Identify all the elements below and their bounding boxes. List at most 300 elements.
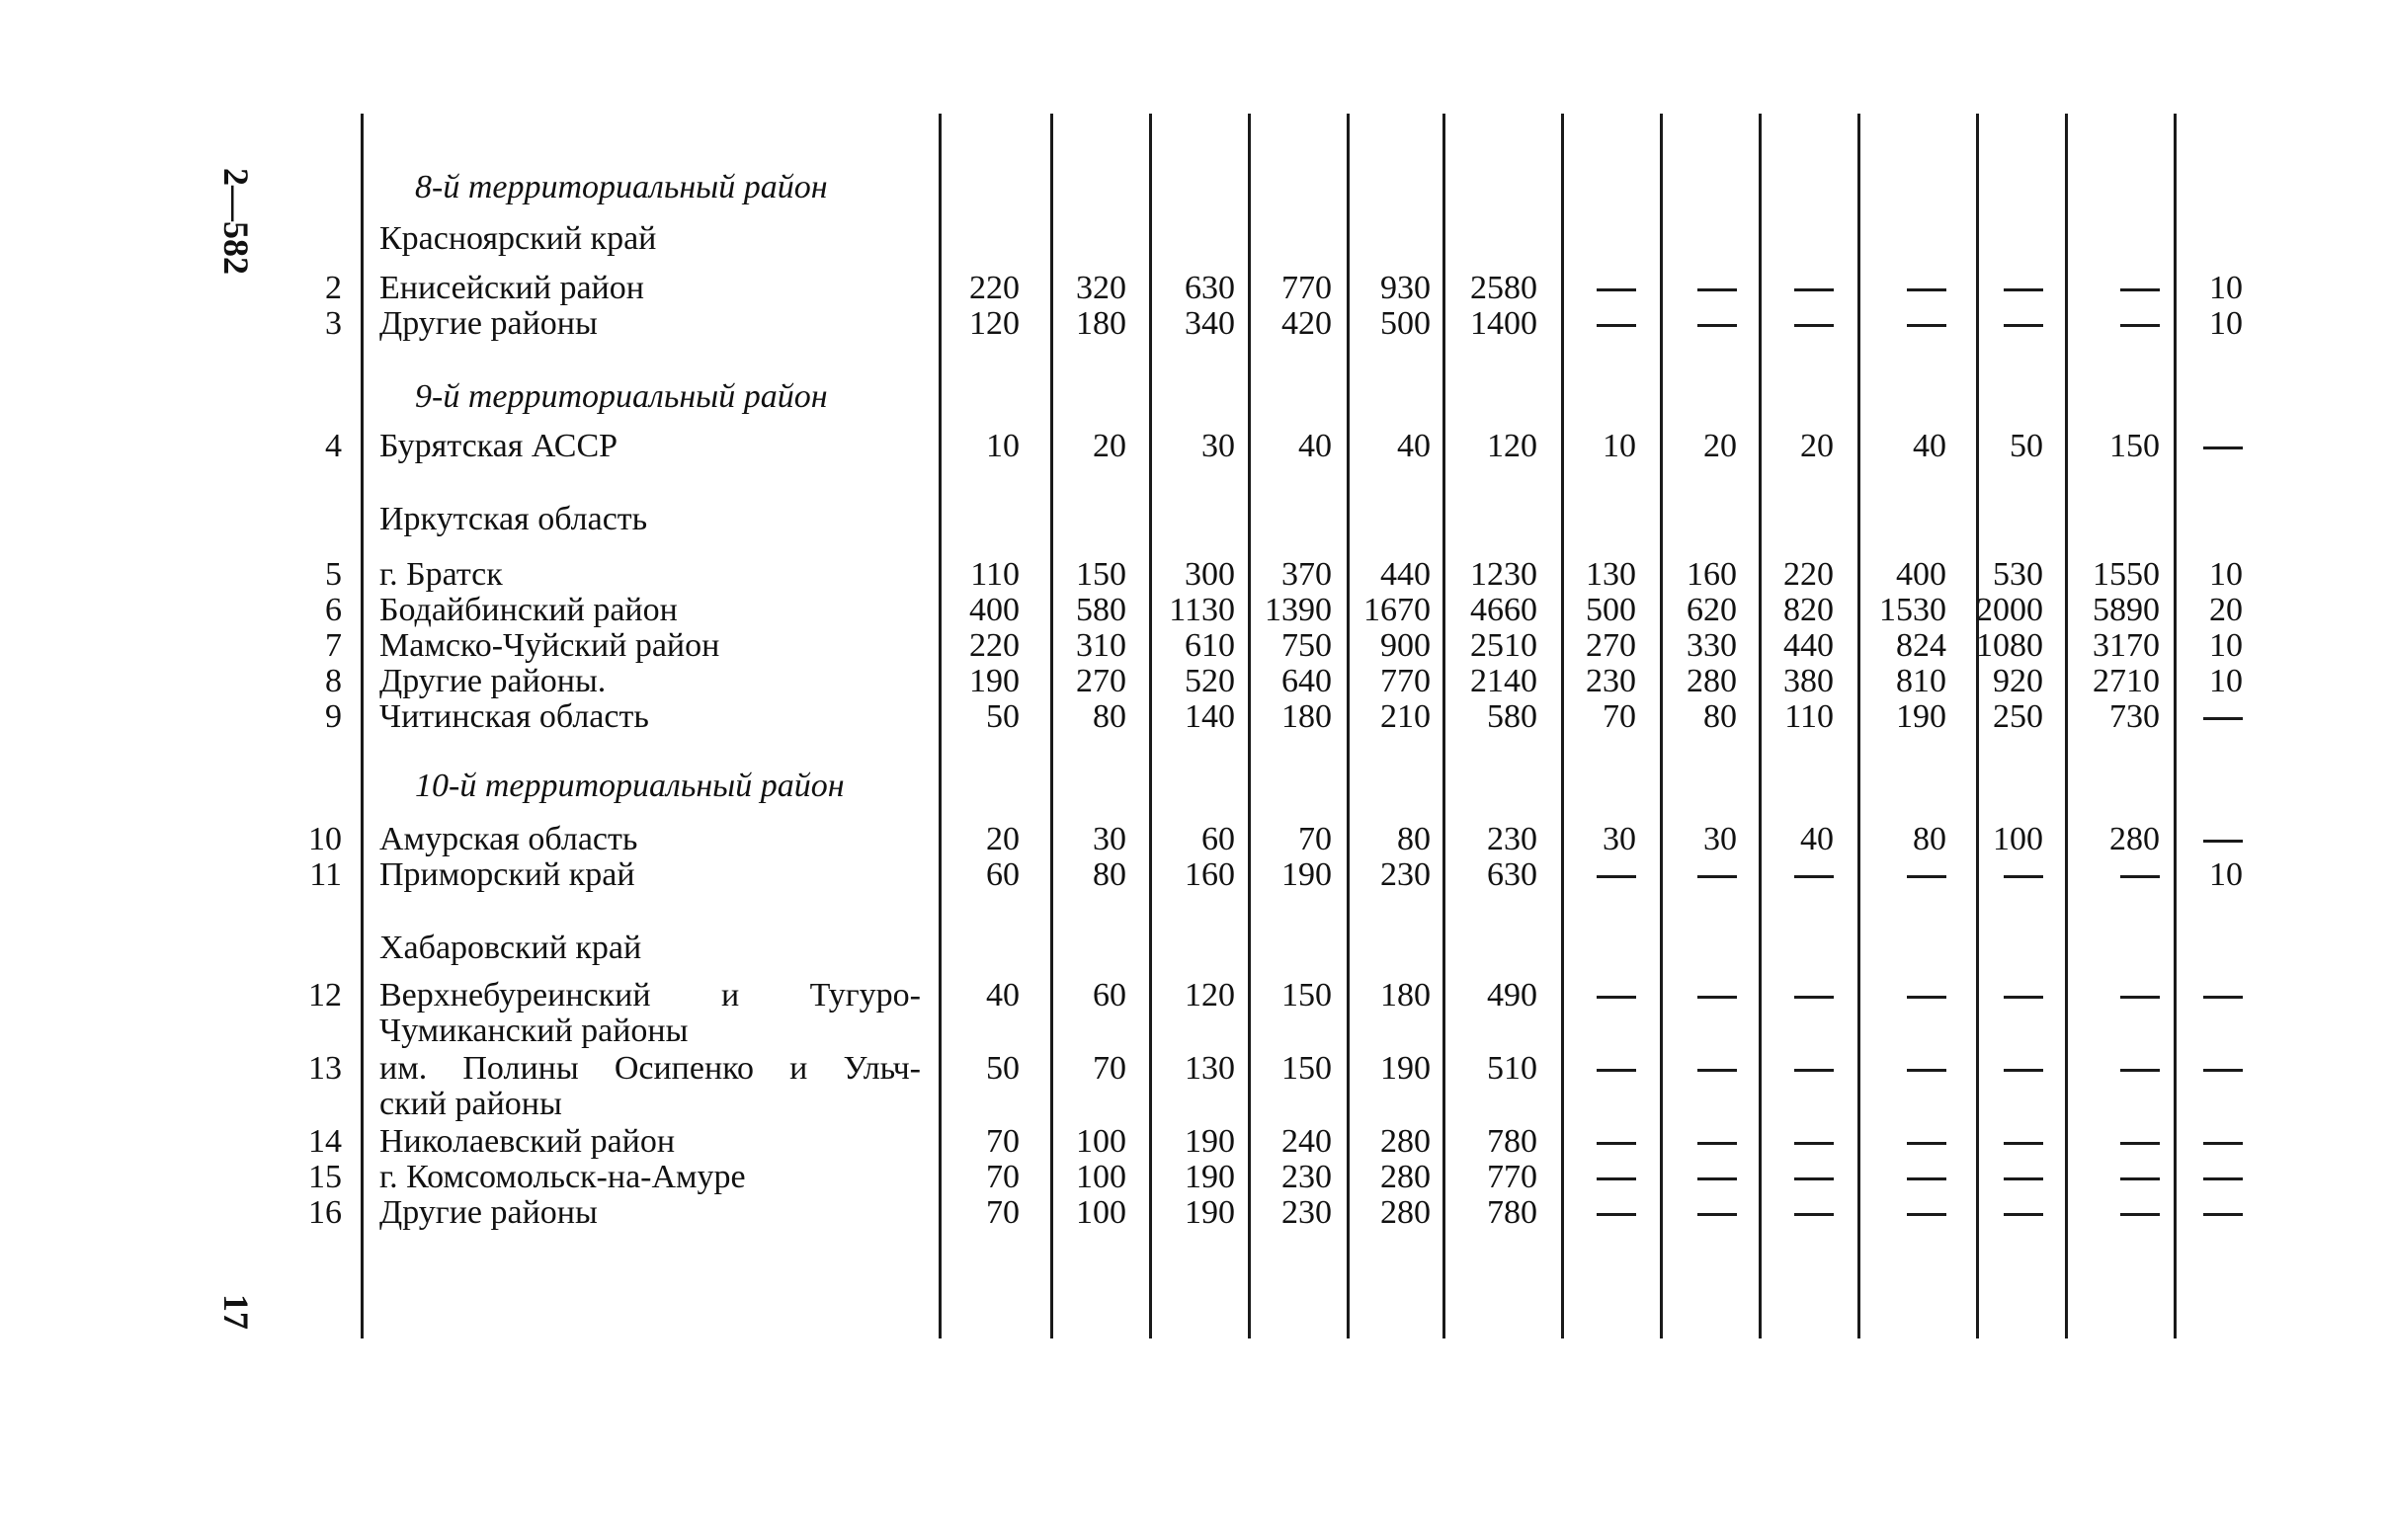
dash-cell (2004, 855, 2043, 895)
dash-cell (1697, 976, 1737, 1015)
dash-mark (2203, 1213, 2243, 1216)
dash-cell (1697, 304, 1737, 344)
dash-mark (1907, 1213, 1946, 1216)
value-cell: 230 (1380, 856, 1431, 893)
value-cell: 1230 (1470, 556, 1537, 593)
value-cell: 620 (1687, 592, 1737, 628)
row-name: им. Полины Осипенко и Ульч- (379, 1050, 921, 1087)
dash-cell (1907, 976, 1946, 1015)
row-name: Другие районы. (379, 663, 607, 699)
value-cell: 500 (1380, 305, 1431, 342)
dash-mark (2120, 1142, 2160, 1145)
region-subheading (0, 500, 2389, 539)
value-cell: 80 (1093, 698, 1126, 735)
value-cell: 5890 (2093, 592, 2160, 628)
territorial-district-heading: 10-й территориальный район (415, 768, 845, 804)
value-cell: 2000 (1976, 592, 2043, 628)
dash-mark (1597, 324, 1636, 327)
value-cell: 30 (1603, 821, 1636, 857)
region-subheading (0, 219, 2389, 259)
value-cell: 20 (1800, 428, 1834, 464)
value-cell: 770 (1380, 663, 1431, 699)
value-cell: 580 (1076, 592, 1126, 628)
value-cell: 510 (1487, 1050, 1537, 1087)
dash-mark (2203, 1142, 2243, 1145)
territorial-district-heading: 8-й территориальный район (415, 169, 828, 205)
value-cell: 10 (986, 428, 1020, 464)
value-cell: 120 (969, 305, 1020, 342)
value-cell: 100 (1993, 821, 2043, 857)
row-name: Другие районы (379, 305, 598, 342)
dash-cell (1907, 1049, 1946, 1089)
row-number: 2 (325, 270, 342, 306)
row-number: 3 (325, 305, 342, 342)
territorial-district-heading: 9-й территориальный район (415, 378, 828, 415)
value-cell: 100 (1076, 1194, 1126, 1231)
value-cell: 180 (1380, 977, 1431, 1013)
dash-mark (1597, 1142, 1636, 1145)
dash-mark (1907, 288, 1946, 291)
dash-mark (2004, 1069, 2043, 1072)
value-cell: 230 (1281, 1194, 1332, 1231)
value-cell: 220 (969, 627, 1020, 664)
value-cell: 120 (1185, 977, 1235, 1013)
dash-cell (2120, 1158, 2160, 1197)
dash-cell (1597, 1049, 1636, 1089)
row-name: Верхнебуреинский и Тугуро- (379, 977, 921, 1013)
dash-cell (1794, 855, 1834, 895)
table-row (0, 1049, 2389, 1122)
value-cell: 280 (1380, 1159, 1431, 1195)
dash-cell (2004, 976, 2043, 1015)
value-cell: 280 (1380, 1194, 1431, 1231)
value-cell: 190 (1380, 1050, 1431, 1087)
dash-cell (1907, 304, 1946, 344)
dash-cell (2120, 1193, 2160, 1233)
dash-mark (1697, 324, 1737, 327)
dash-mark (2203, 446, 2243, 449)
value-cell: 440 (1380, 556, 1431, 593)
value-cell: 130 (1185, 1050, 1235, 1087)
value-cell: 20 (1703, 428, 1737, 464)
dash-cell (2004, 269, 2043, 308)
dash-cell (2004, 1158, 2043, 1197)
value-cell: 80 (1093, 856, 1126, 893)
dash-mark (1697, 1142, 1737, 1145)
dash-mark (2120, 1213, 2160, 1216)
value-cell: 370 (1281, 556, 1332, 593)
page-number: 17 (216, 1294, 256, 1330)
dash-mark (1794, 324, 1834, 327)
dash-cell (2120, 1049, 2160, 1089)
value-cell: 30 (1201, 428, 1235, 464)
table-row (0, 976, 2389, 1049)
value-cell: 400 (1896, 556, 1946, 593)
dash-cell (2203, 697, 2243, 737)
dash-cell (2203, 1193, 2243, 1233)
value-cell: 330 (1687, 627, 1737, 664)
value-cell: 380 (1783, 663, 1834, 699)
value-cell: 20 (1093, 428, 1126, 464)
row-name: Бодайбинский район (379, 592, 678, 628)
value-cell: 2580 (1470, 270, 1537, 306)
value-cell: 230 (1586, 663, 1636, 699)
value-cell: 150 (2109, 428, 2160, 464)
table-row (0, 662, 2389, 701)
dash-mark (2004, 1177, 2043, 1180)
row-name: Николаевский район (379, 1123, 676, 1160)
dash-cell (1794, 269, 1834, 308)
value-cell: 930 (1380, 270, 1431, 306)
value-cell: 110 (1784, 698, 1834, 735)
dash-mark (1697, 996, 1737, 999)
value-cell: 1670 (1363, 592, 1431, 628)
value-cell: 824 (1896, 627, 1946, 664)
value-cell: 40 (1913, 428, 1946, 464)
value-cell: 140 (1185, 698, 1235, 735)
dash-mark (2120, 1069, 2160, 1072)
dash-cell (2004, 1193, 2043, 1233)
row-name: Читинская область (379, 698, 649, 735)
row-number: 14 (308, 1123, 342, 1160)
value-cell: 280 (1380, 1123, 1431, 1160)
value-cell: 1130 (1169, 592, 1235, 628)
value-cell: 190 (969, 663, 1020, 699)
value-cell: 10 (2209, 270, 2243, 306)
value-cell: 250 (1993, 698, 2043, 735)
dash-mark (2203, 840, 2243, 843)
dash-cell (2203, 1158, 2243, 1197)
dash-cell (2120, 1122, 2160, 1162)
row-name: Другие районы (379, 1194, 598, 1231)
row-name: г. Комсомольск-на-Амуре (379, 1159, 746, 1195)
value-cell: 1550 (2093, 556, 2160, 593)
value-cell: 420 (1281, 305, 1332, 342)
value-cell: 900 (1380, 627, 1431, 664)
table-row (0, 697, 2389, 737)
dash-cell (2203, 1122, 2243, 1162)
dash-mark (2120, 1177, 2160, 1180)
value-cell: 20 (986, 821, 1020, 857)
value-cell: 730 (2109, 698, 2160, 735)
value-cell: 160 (1687, 556, 1737, 593)
dash-cell (2203, 427, 2243, 466)
region-subheading (0, 929, 2389, 968)
value-cell: 60 (1093, 977, 1126, 1013)
dash-mark (1697, 1177, 1737, 1180)
value-cell: 1400 (1470, 305, 1537, 342)
dash-cell (1597, 1193, 1636, 1233)
value-cell: 1390 (1265, 592, 1332, 628)
table-row (0, 427, 2389, 466)
value-cell: 440 (1783, 627, 1834, 664)
value-cell: 70 (986, 1159, 1020, 1195)
value-cell: 50 (986, 698, 1020, 735)
dash-mark (1697, 1069, 1737, 1072)
dash-mark (1907, 996, 1946, 999)
value-cell: 150 (1281, 977, 1332, 1013)
dash-cell (1697, 269, 1737, 308)
value-cell: 920 (1993, 663, 2043, 699)
row-number: 10 (308, 821, 342, 857)
value-cell: 270 (1586, 627, 1636, 664)
value-cell: 30 (1093, 821, 1126, 857)
dash-cell (1907, 855, 1946, 895)
dash-cell (1794, 304, 1834, 344)
dash-cell (1907, 269, 1946, 308)
dash-mark (1794, 1177, 1834, 1180)
page-code: 2—582 (216, 168, 256, 275)
value-cell: 400 (969, 592, 1020, 628)
table-row (0, 304, 2389, 344)
value-cell: 120 (1487, 428, 1537, 464)
row-name: Бурятская АССР (379, 428, 618, 464)
row-name: Амурская область (379, 821, 638, 857)
value-cell: 770 (1281, 270, 1332, 306)
dash-mark (2203, 1177, 2243, 1180)
dash-mark (2004, 996, 2043, 999)
value-cell: 340 (1185, 305, 1235, 342)
dash-cell (2004, 1122, 2043, 1162)
row-name-continuation: ский районы (379, 1086, 562, 1122)
dash-mark (1597, 996, 1636, 999)
table-row (0, 1122, 2389, 1162)
region-name: Иркутская область (379, 501, 648, 537)
dash-mark (1697, 1213, 1737, 1216)
dash-cell (1907, 1158, 1946, 1197)
row-name: г. Братск (379, 556, 503, 593)
dash-cell (1597, 855, 1636, 895)
dash-cell (2203, 976, 2243, 1015)
row-name: Енисейский район (379, 270, 644, 306)
row-number: 16 (308, 1194, 342, 1231)
dash-mark (2203, 996, 2243, 999)
value-cell: 280 (1687, 663, 1737, 699)
dash-cell (1597, 1122, 1636, 1162)
table-row (0, 820, 2389, 859)
dash-cell (1794, 1158, 1834, 1197)
value-cell: 70 (986, 1123, 1020, 1160)
value-cell: 10 (2209, 856, 2243, 893)
value-cell: 100 (1076, 1159, 1126, 1195)
row-name: Мамско-Чуйский район (379, 627, 720, 664)
table-row (0, 1158, 2389, 1197)
value-cell: 780 (1487, 1123, 1537, 1160)
dash-mark (1907, 324, 1946, 327)
dash-cell (1597, 1158, 1636, 1197)
dash-mark (2004, 1142, 2043, 1145)
dash-cell (1794, 976, 1834, 1015)
value-cell: 780 (1487, 1194, 1537, 1231)
region-name: Хабаровский край (379, 930, 642, 966)
value-cell: 280 (2109, 821, 2160, 857)
section-heading (0, 168, 2389, 207)
dash-cell (2004, 304, 2043, 344)
dash-cell (2203, 820, 2243, 859)
dash-mark (1794, 1069, 1834, 1072)
value-cell: 10 (2209, 627, 2243, 664)
value-cell: 180 (1076, 305, 1126, 342)
row-number: 13 (308, 1050, 342, 1087)
value-cell: 770 (1487, 1159, 1537, 1195)
value-cell: 40 (1800, 821, 1834, 857)
row-number: 15 (308, 1159, 342, 1195)
dash-mark (1597, 1069, 1636, 1072)
value-cell: 2510 (1470, 627, 1537, 664)
dash-cell (1907, 1122, 1946, 1162)
row-name-continuation: Чумиканский районы (379, 1013, 689, 1049)
value-cell: 230 (1281, 1159, 1332, 1195)
value-cell: 210 (1380, 698, 1431, 735)
value-cell: 4660 (1470, 592, 1537, 628)
dash-mark (2004, 1213, 2043, 1216)
dash-cell (1697, 1193, 1737, 1233)
dash-mark (1597, 1177, 1636, 1180)
value-cell: 220 (1783, 556, 1834, 593)
value-cell: 150 (1281, 1050, 1332, 1087)
table-row (0, 269, 2389, 308)
value-cell: 1080 (1976, 627, 2043, 664)
row-number: 8 (325, 663, 342, 699)
dash-cell (2203, 1049, 2243, 1089)
value-cell: 630 (1487, 856, 1537, 893)
value-cell: 160 (1185, 856, 1235, 893)
value-cell: 180 (1281, 698, 1332, 735)
dash-cell (2120, 976, 2160, 1015)
value-cell: 3170 (2093, 627, 2160, 664)
table-row (0, 626, 2389, 666)
dash-mark (1794, 288, 1834, 291)
dash-mark (1907, 1142, 1946, 1145)
row-number: 11 (309, 856, 342, 893)
dash-cell (1597, 976, 1636, 1015)
section-heading (0, 767, 2389, 806)
value-cell: 490 (1487, 977, 1537, 1013)
value-cell: 60 (986, 856, 1020, 893)
dash-mark (2203, 1069, 2243, 1072)
value-cell: 500 (1586, 592, 1636, 628)
value-cell: 100 (1076, 1123, 1126, 1160)
value-cell: 190 (1896, 698, 1946, 735)
value-cell: 40 (986, 977, 1020, 1013)
value-cell: 10 (1603, 428, 1636, 464)
value-cell: 640 (1281, 663, 1332, 699)
value-cell: 40 (1397, 428, 1431, 464)
value-cell: 190 (1185, 1194, 1235, 1231)
value-cell: 820 (1783, 592, 1834, 628)
value-cell: 20 (2209, 592, 2243, 628)
dash-mark (1794, 1142, 1834, 1145)
value-cell: 610 (1185, 627, 1235, 664)
value-cell: 80 (1397, 821, 1431, 857)
value-cell: 750 (1281, 627, 1332, 664)
row-number: 4 (325, 428, 342, 464)
value-cell: 70 (1603, 698, 1636, 735)
value-cell: 70 (1093, 1050, 1126, 1087)
dash-mark (1697, 288, 1737, 291)
dash-cell (1794, 1193, 1834, 1233)
value-cell: 80 (1913, 821, 1946, 857)
table-row (0, 855, 2389, 895)
dash-mark (2120, 996, 2160, 999)
dash-cell (1597, 269, 1636, 308)
value-cell: 310 (1076, 627, 1126, 664)
dash-cell (1907, 1193, 1946, 1233)
dash-cell (1697, 855, 1737, 895)
section-heading (0, 377, 2389, 417)
value-cell: 190 (1185, 1123, 1235, 1160)
value-cell: 50 (2010, 428, 2043, 464)
value-cell: 10 (2209, 305, 2243, 342)
dash-cell (1794, 1122, 1834, 1162)
dash-cell (2004, 1049, 2043, 1089)
value-cell: 70 (986, 1194, 1020, 1231)
dash-mark (1597, 875, 1636, 878)
value-cell: 70 (1298, 821, 1332, 857)
region-name: Красноярский край (379, 220, 657, 257)
dash-mark (1697, 875, 1737, 878)
value-cell: 320 (1076, 270, 1126, 306)
dash-mark (1907, 1069, 1946, 1072)
value-cell: 520 (1185, 663, 1235, 699)
dash-cell (1794, 1049, 1834, 1089)
dash-mark (1794, 1213, 1834, 1216)
dash-mark (2004, 288, 2043, 291)
value-cell: 80 (1703, 698, 1737, 735)
dash-mark (1597, 1213, 1636, 1216)
value-cell: 230 (1487, 821, 1537, 857)
value-cell: 300 (1185, 556, 1235, 593)
value-cell: 240 (1281, 1123, 1332, 1160)
dash-mark (1597, 288, 1636, 291)
value-cell: 150 (1076, 556, 1126, 593)
value-cell: 2710 (2093, 663, 2160, 699)
row-number: 5 (325, 556, 342, 593)
row-name: Приморский край (379, 856, 635, 893)
value-cell: 60 (1201, 821, 1235, 857)
dash-cell (1697, 1158, 1737, 1197)
table-row (0, 555, 2389, 595)
value-cell: 190 (1281, 856, 1332, 893)
table-row (0, 1193, 2389, 1233)
value-cell: 530 (1993, 556, 2043, 593)
dash-mark (2004, 875, 2043, 878)
dash-mark (1794, 996, 1834, 999)
value-cell: 50 (986, 1050, 1020, 1087)
value-cell: 1530 (1879, 592, 1946, 628)
dash-mark (2004, 324, 2043, 327)
dash-cell (1597, 304, 1636, 344)
value-cell: 220 (969, 270, 1020, 306)
row-number: 7 (325, 627, 342, 664)
row-number: 6 (325, 592, 342, 628)
dash-cell (1697, 1122, 1737, 1162)
value-cell: 30 (1703, 821, 1737, 857)
value-cell: 270 (1076, 663, 1126, 699)
value-cell: 630 (1185, 270, 1235, 306)
dash-cell (1697, 1049, 1737, 1089)
dash-mark (1907, 875, 1946, 878)
table-row (0, 591, 2389, 630)
value-cell: 130 (1586, 556, 1636, 593)
dash-mark (2203, 717, 2243, 720)
value-cell: 580 (1487, 698, 1537, 735)
row-number: 12 (308, 977, 342, 1013)
dash-mark (1794, 875, 1834, 878)
value-cell: 190 (1185, 1159, 1235, 1195)
value-cell: 10 (2209, 663, 2243, 699)
value-cell: 810 (1896, 663, 1946, 699)
